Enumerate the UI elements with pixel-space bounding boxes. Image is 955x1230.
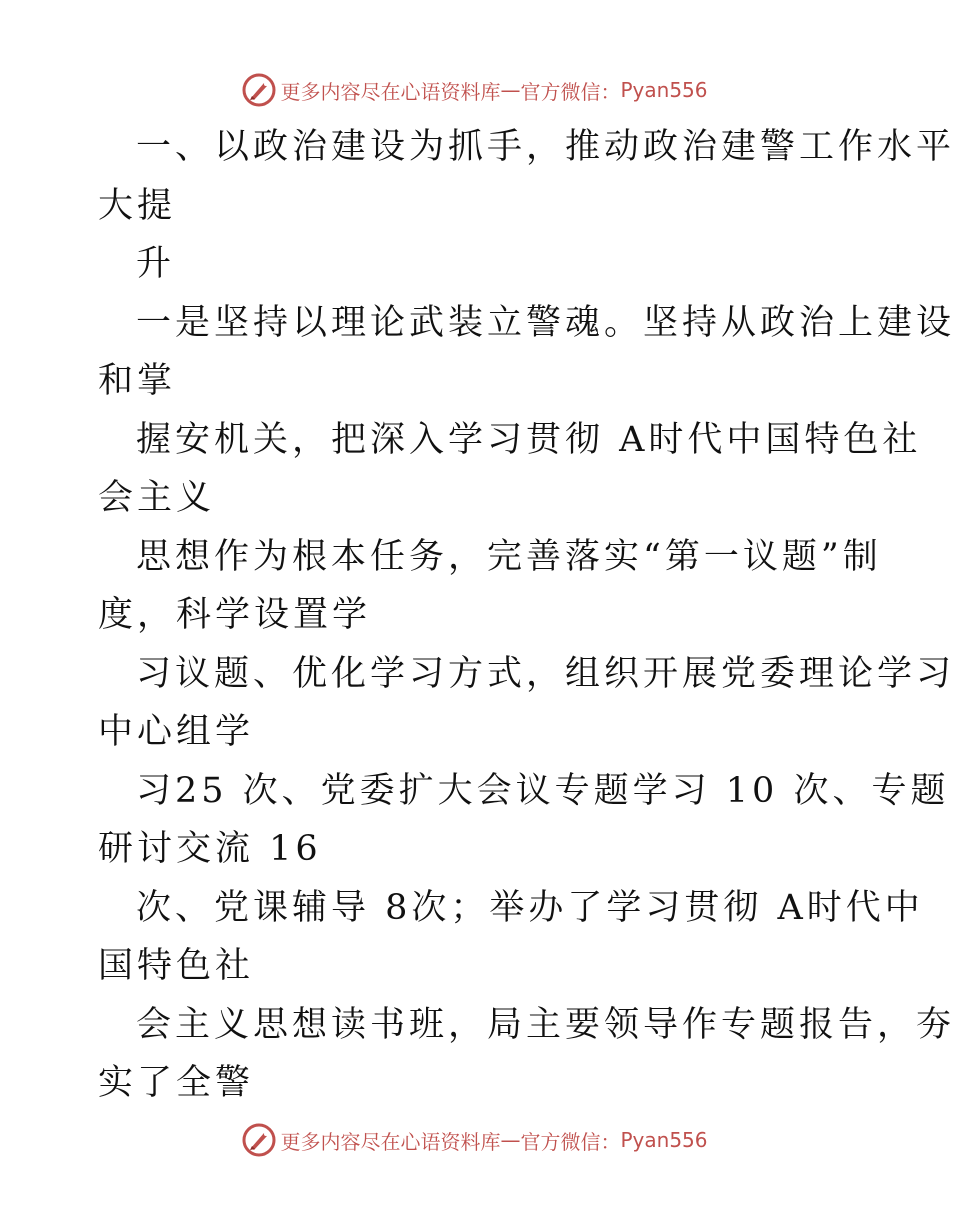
pen-logo-icon [242,1123,276,1157]
text-line: 会主义 [98,478,216,518]
text-line: 思想作为根本任务，完善落实“第一议题”制 [136,536,882,577]
text-line: 习25 次、党委扩大会议专题学习 10 次、专题 [136,770,950,811]
text-line: 研讨交流 16 [98,829,322,869]
text-line: 次、党课辅导 8次；举办了学习贯彻 A时代中 [136,887,924,928]
text-line: 习议题、优化学习方式，组织开展党委理论学习 [136,653,955,694]
header-banner [0,70,950,110]
text-line: 国特色社 [98,946,255,986]
banner-text: 更多内容尽在心语资料库 [280,1129,501,1154]
banner-separator: — [500,78,521,102]
text-line: 一是坚持以理论武装立警魂。坚持从政治上建设 [136,302,955,343]
text-line: 和掌 [98,361,177,401]
text-line: 度，科学设置学 [98,595,372,635]
banner-separator: — [500,1128,521,1152]
text-line: 升 [136,244,176,284]
text-line: 一、以政治建设为抓手，推动政治建警工作水平 [136,127,955,167]
text-line: 实了全警 [98,1063,255,1103]
text-line: 握安机关，把深入学习贯彻 A时代中国特色社 [136,419,922,460]
banner-wechat-label: 官方微信： [520,79,621,104]
pen-logo-icon [242,73,276,107]
footer-banner [0,1120,950,1160]
banner-wechat-id: Pyan556 [620,1128,708,1152]
banner-wechat-label: 官方微信： [520,1129,621,1154]
banner-text: 更多内容尽在心语资料库 [280,79,501,104]
body-text [98,118,955,1113]
text-line: 会主义思想读书班，局主要领导作专题报告，夯 [136,1004,955,1045]
banner-wechat-id: Pyan556 [620,78,708,102]
text-line: 中心组学 [98,712,255,752]
text-line: 大提 [98,185,177,226]
